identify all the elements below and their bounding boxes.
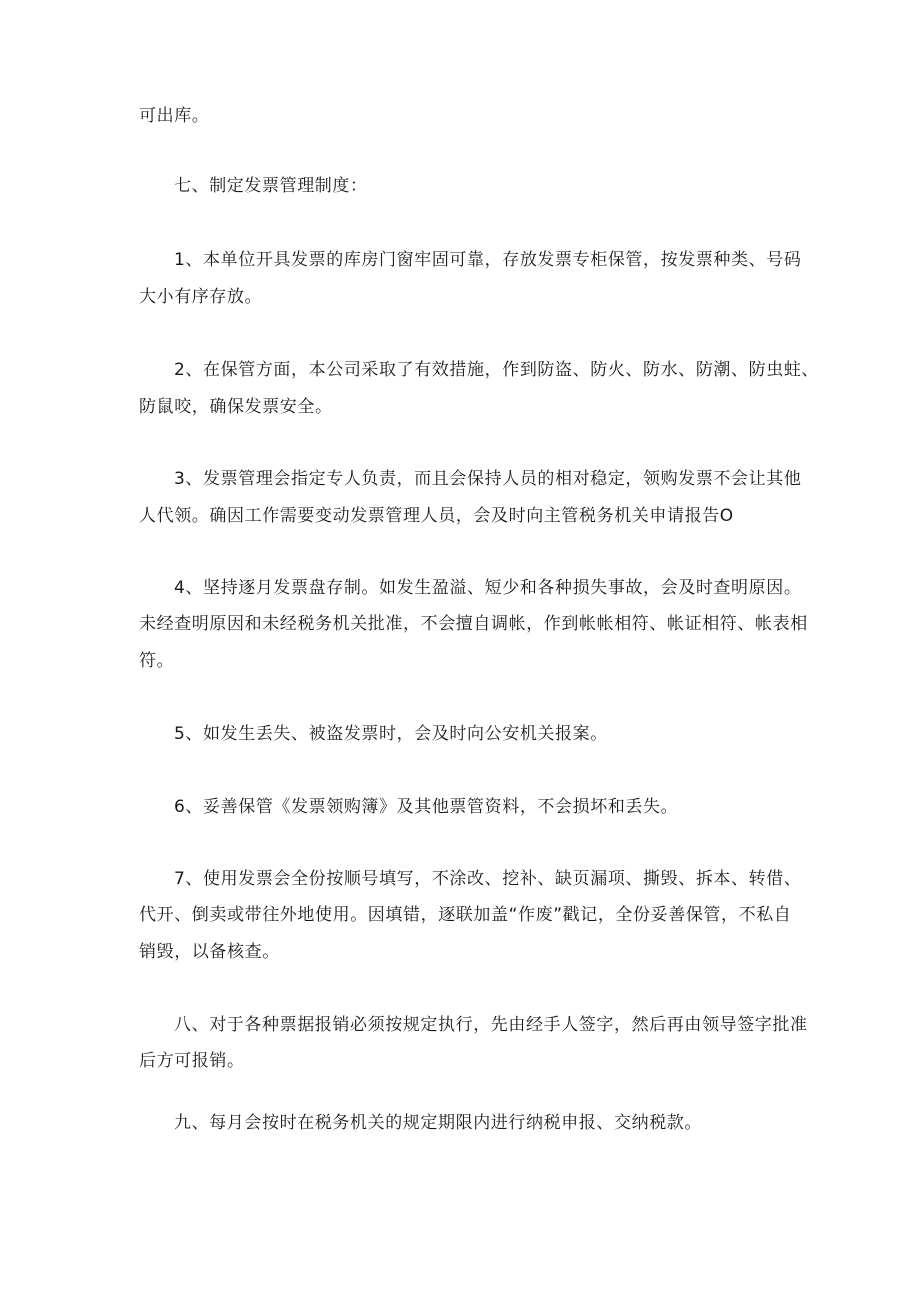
- text-line: 人代领。确因工作需要变动发票管理人员，会及时向主管税务机关申请报告O: [139, 506, 734, 526]
- text-line: 代开、倒卖或带往外地使用。因填错，逐联加盖“作废”戳记，全份妥善保管，不私自: [139, 905, 792, 925]
- text-line: 2、在保管方面，本公司采取了有效措施，作到防盗、防火、防水、防潮、防虫蛀、: [174, 360, 820, 380]
- section-heading: 七、制定发票管理制度：: [174, 176, 368, 196]
- section-heading: 九、每月会按时在税务机关的规定期限内进行纳税申报、交纳税款。: [174, 1113, 702, 1133]
- text-line: 1、本单位开具发票的库房门窗牢固可靠，存放发票专柜保管，按发票种类、号码: [174, 250, 802, 270]
- text-line: 大小有序存放。: [139, 287, 263, 307]
- text-line: 防鼠咬，确保发票安全。: [139, 397, 333, 417]
- text-line: 销毁，以备核查。: [139, 942, 280, 962]
- text-line: 6、妥善保管《发票领购簿》及其他票管资料，不会损坏和丢失。: [174, 797, 679, 817]
- text-line: 5、如发生丢失、被盗发票时，会及时向公安机关报案。: [174, 724, 608, 744]
- text-line: 可出库。: [139, 106, 210, 126]
- section-heading: 八、对于各种票据报销必须按规定执行，先由经手人签字，然后再由领导签字批准: [174, 1015, 808, 1035]
- text-line: 3、发票管理会指定专人负责，而且会保持人员的相对稳定，领购发票不会让其他: [174, 469, 802, 489]
- text-line: 7、使用发票会全份按顺号填写，不涂改、挖补、缺页漏项、撕毁、拆本、转借、: [174, 869, 802, 889]
- text-line: 后方可报销。: [139, 1051, 245, 1071]
- text-line: 符。: [139, 651, 175, 671]
- text-line: 4、坚持逐月发票盘存制。如发生盈溢、短少和各种损失事故，会及时查明原因。: [174, 578, 802, 598]
- text-line: 未经查明原因和未经税务机关批准，不会擅自调帐，作到帐帐相符、帐证相符、帐表相: [139, 614, 808, 634]
